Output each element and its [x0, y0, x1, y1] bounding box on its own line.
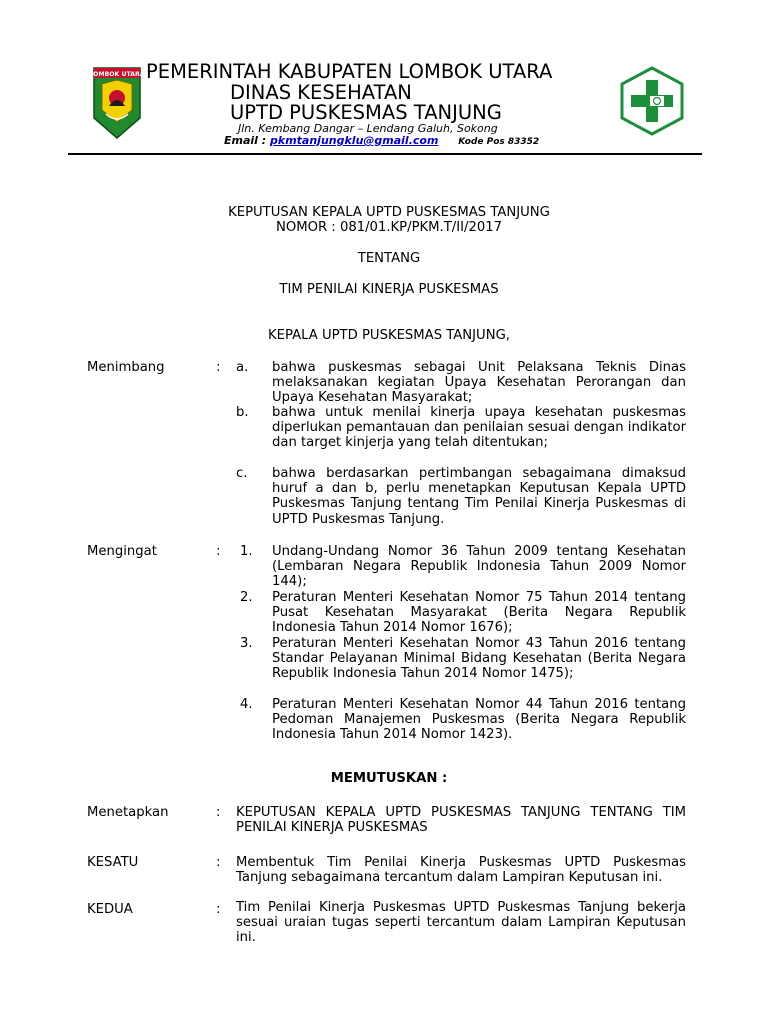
decree-number: NOMOR : 081/01.KP/PKM.T/II/2017	[275, 220, 503, 235]
menetapkan-label: Menetapkan	[87, 805, 169, 820]
list-item: Peraturan Menteri Kesehatan Nomor 43 Tahun 2016 tentang Standar Pelayanan Minimal Bidang Kesehatan (Berita Negara Republik Indonesia Tahun 2014 Nomor 1475);	[272, 636, 686, 682]
kedua-colon: :	[216, 902, 221, 917]
kedua-text: Tim Penilai Kinerja Puskesmas UPTD Puskesmas Tanjung bekerja sesuai uraian tugas seperti tercantum dalam Lampiran Keputusan ini.	[236, 900, 686, 946]
postcode: Kode Pos 83352	[458, 137, 540, 147]
email-label: Email :	[224, 134, 267, 147]
list-item: Peraturan Menteri Kesehatan Nomor 44 Tahun 2016 tentang Pedoman Manajemen Puskesmas (Berita Negara Republik Indonesia Tahun 2014 Nomor 1423).	[272, 697, 686, 743]
letterhead-email-line	[224, 134, 539, 147]
letterhead-divider	[68, 153, 702, 155]
tentang-heading: TENTANG	[357, 251, 421, 266]
letterhead-line1: PEMERINTAH KABUPATEN LOMBOK UTARA	[146, 60, 553, 83]
mengingat-label: Mengingat	[87, 544, 157, 559]
email-link[interactable]: pkmtanjungklu@gmail.com	[270, 134, 439, 147]
list-marker: 1.	[240, 544, 253, 559]
letterhead-address: Jln. Kembang Dangar – Lendang Galuh, Sokong	[238, 122, 498, 135]
list-marker: c.	[236, 466, 248, 481]
list-marker: 4.	[240, 697, 253, 712]
menetapkan-text: KEPUTUSAN KEPALA UPTD PUSKESMAS TANJUNG TENTANG TIM PENILAI KINERJA PUSKESMAS	[236, 805, 686, 836]
letterhead-line2: DINAS KESEHATAN	[230, 81, 412, 104]
list-item: bahwa untuk menilai kinerja upaya kesehatan puskesmas diperlukan pemantauan dan penilaian sesuai dengan indikator dan target kinjerja yang telah ditentukan;	[272, 405, 686, 451]
menetapkan-colon: :	[216, 805, 221, 820]
list-item: Undang-Undang Nomor 36 Tahun 2009 tentang Kesehatan (Lembaran Negara Republik Indonesia Tahun 2009 Nomor 144);	[272, 544, 686, 590]
list-item: bahwa puskesmas sebagai Unit Pelaksana Teknis Dinas melaksanakan kegiatan Upaya Kesehatan Perorangan dan Upaya Kesehatan Masyarakat;	[272, 360, 686, 406]
puskesmas-logo	[620, 66, 684, 136]
kesatu-label: KESATU	[87, 855, 139, 870]
kesatu-colon: :	[216, 855, 221, 870]
list-marker: b.	[236, 405, 249, 420]
memutuskan-heading: MEMUTUSKAN :	[330, 771, 448, 786]
letterhead-line3: UPTD PUSKESMAS TANJUNG	[230, 101, 502, 124]
list-marker: 3.	[240, 636, 253, 651]
lombok-utara-emblem	[92, 66, 142, 140]
list-item: Peraturan Menteri Kesehatan Nomor 75 Tahun 2014 tentang Pusat Kesehatan Masyarakat (Berita Negara Republik Indonesia Tahun 2014 Nomor 1676);	[272, 590, 686, 636]
menimbang-label: Menimbang	[87, 360, 165, 375]
list-item: bahwa berdasarkan pertimbangan sebagaimana dimaksud huruf a dan b, perlu menetapkan Keputusan Kepala UPTD Puskesmas Tanjung tentang Tim Penilai Kinerja Puskesmas di UPTD Puskesmas Tanjung.	[272, 466, 686, 527]
list-marker: a.	[236, 360, 249, 375]
menimbang-colon: :	[216, 360, 221, 375]
issuer-heading: KEPALA UPTD PUSKESMAS TANJUNG,	[267, 328, 510, 343]
decree-subject: TIM PENILAI KINERJA PUSKESMAS	[279, 282, 499, 297]
decree-title: KEPUTUSAN KEPALA UPTD PUSKESMAS TANJUNG	[228, 205, 550, 220]
mengingat-colon: :	[216, 544, 221, 559]
kedua-label: KEDUA	[87, 902, 133, 917]
svg-text:LOMBOK UTARA: LOMBOK UTARA	[92, 71, 142, 78]
list-marker: 2.	[240, 590, 253, 605]
kesatu-text: Membentuk Tim Penilai Kinerja Puskesmas UPTD Puskesmas Tanjung sebagaimana tercantum dalam Lampiran Keputusan ini.	[236, 855, 686, 886]
